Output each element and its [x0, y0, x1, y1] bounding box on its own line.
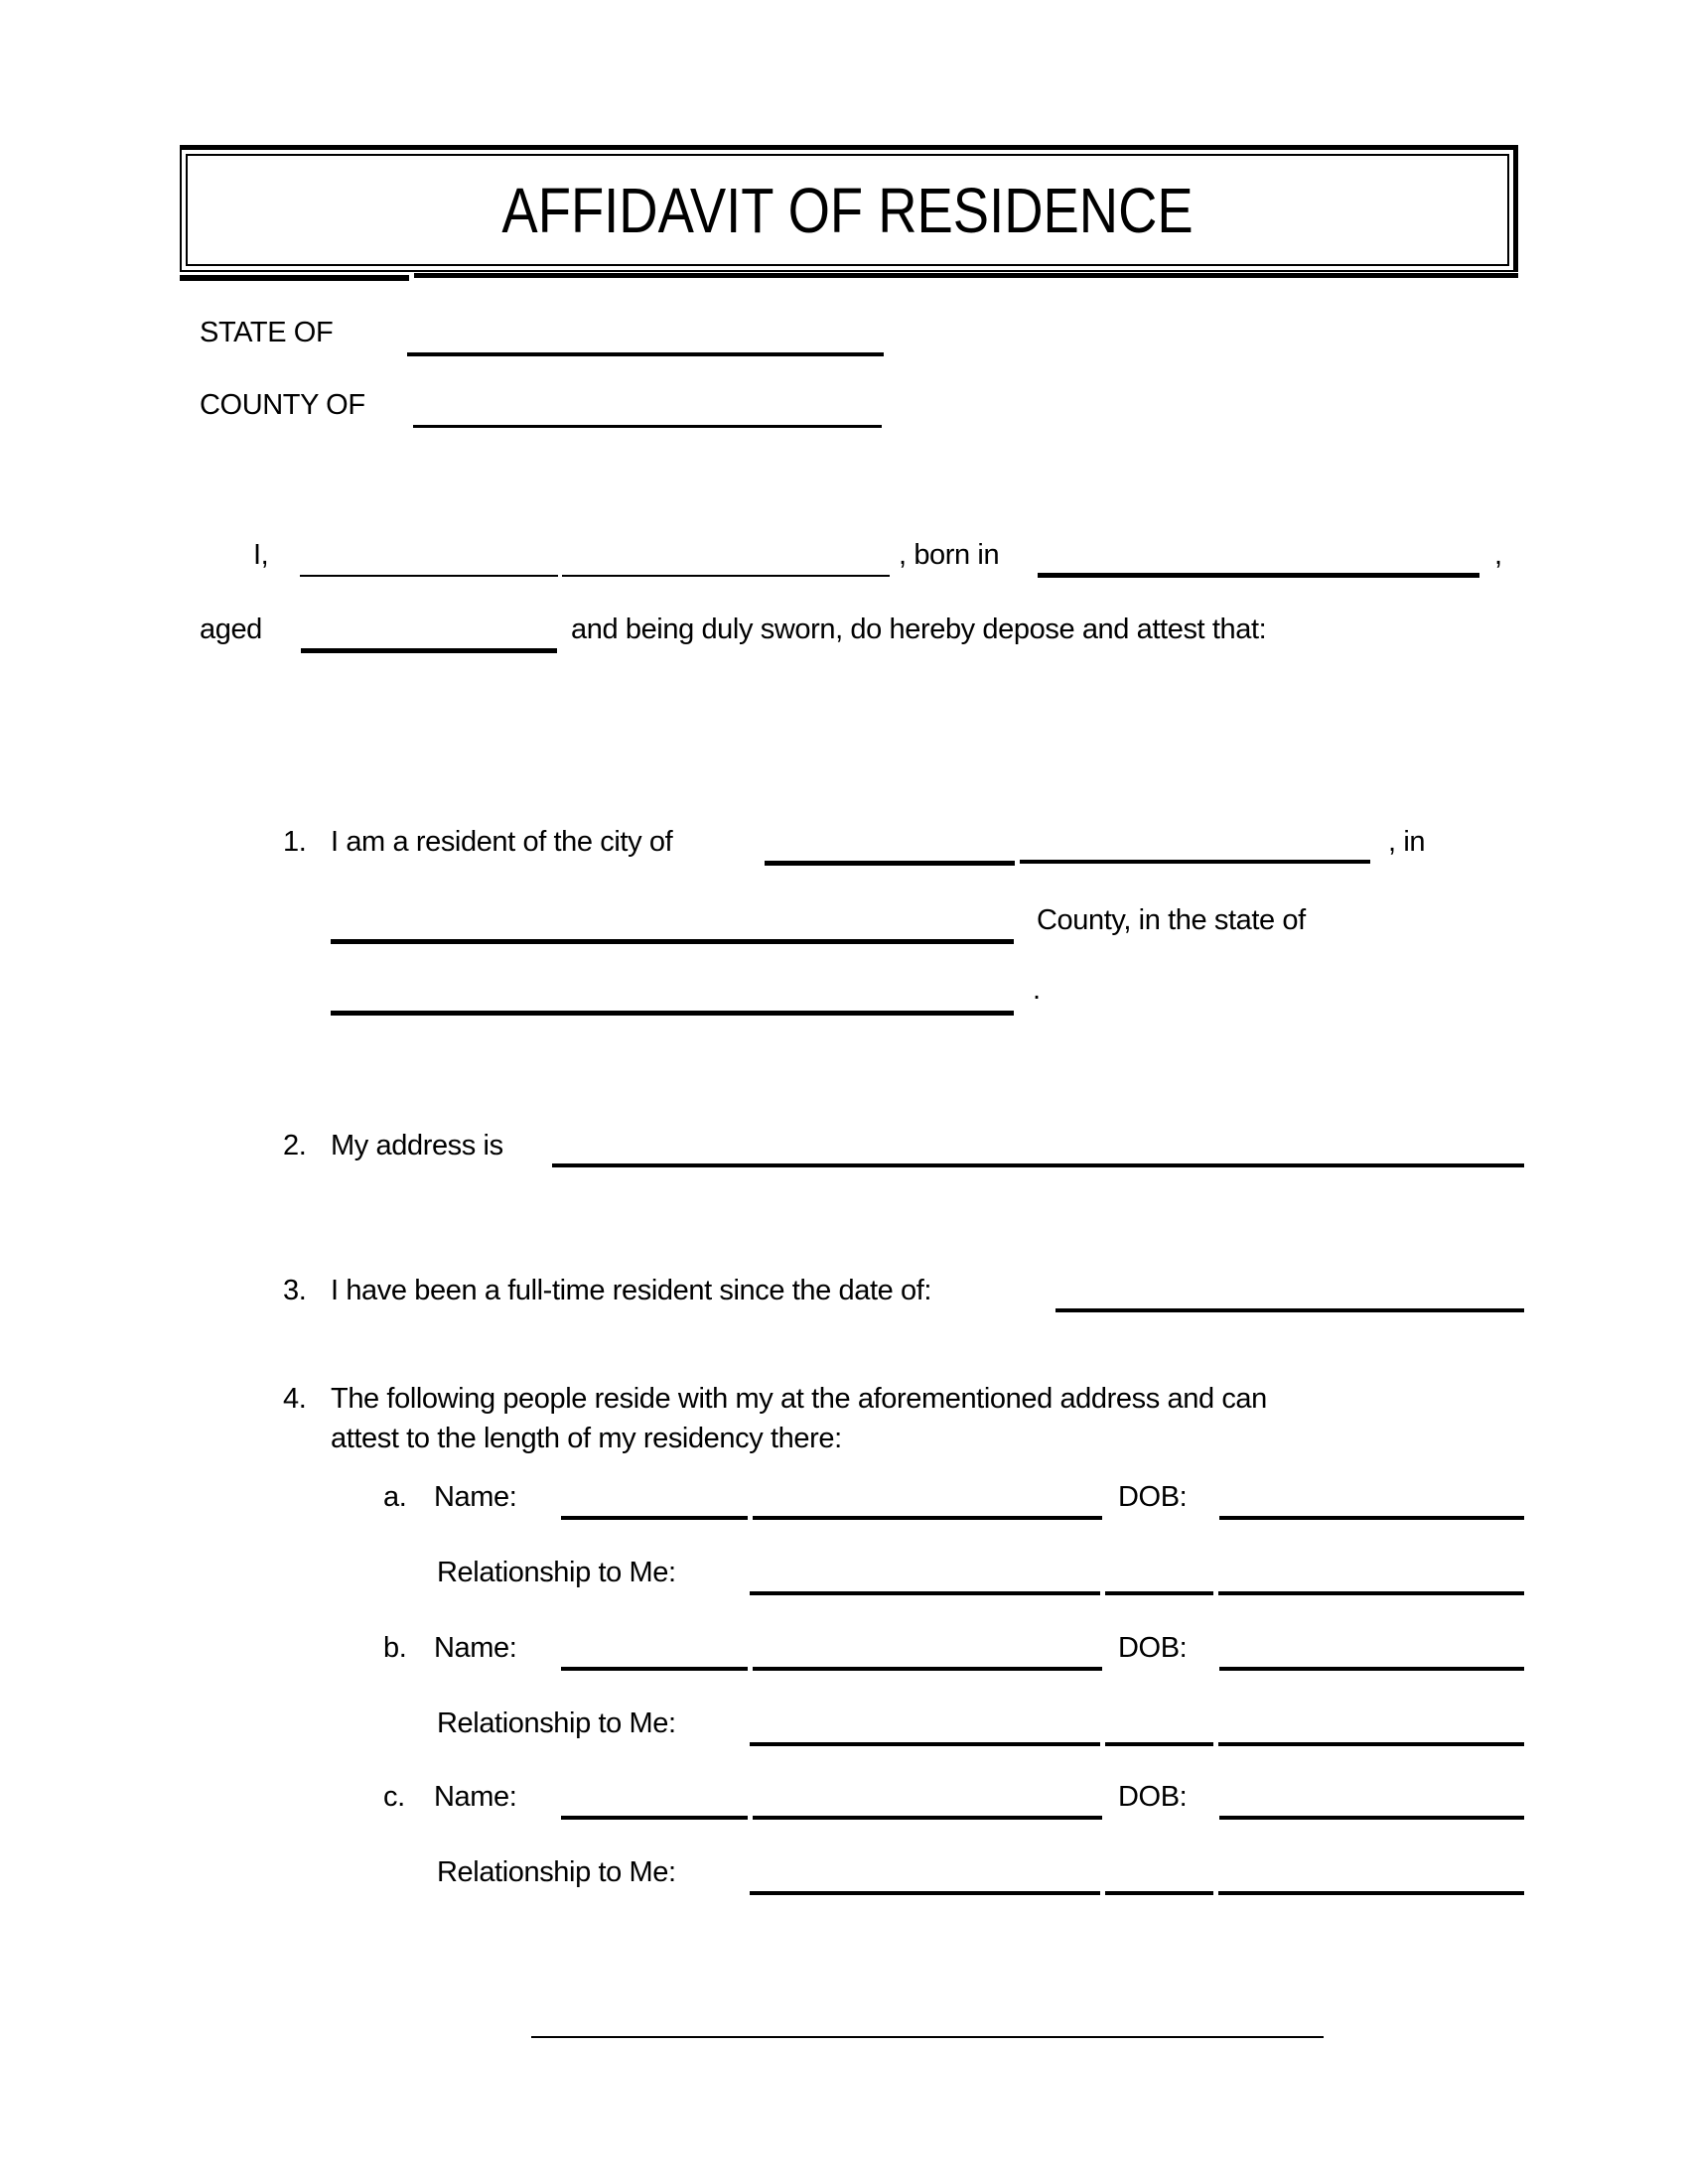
item1-number: 1. — [283, 826, 307, 858]
intro-i-label: I, — [253, 539, 269, 571]
relationship-line-seg2[interactable] — [1105, 1591, 1213, 1595]
resident-row-c — [0, 1780, 1688, 1909]
relationship-line-seg3[interactable] — [1218, 1742, 1524, 1746]
address-line[interactable] — [552, 1163, 1524, 1167]
name-label: Name: — [434, 1481, 517, 1513]
affidavit-title-inner-border — [186, 154, 1509, 266]
city-line-seg2[interactable] — [1020, 860, 1370, 864]
relationship-line-seg1[interactable] — [750, 1891, 1100, 1895]
item1-in-suffix: , in — [1388, 826, 1426, 858]
item2-number: 2. — [283, 1130, 307, 1161]
item3-text: I have been a full-time resident since the date of: — [331, 1275, 932, 1306]
dob-line[interactable] — [1219, 1667, 1524, 1671]
item4-number: 4. — [283, 1383, 307, 1415]
relationship-label: Relationship to Me: — [437, 1557, 676, 1588]
item1-period: . — [1033, 974, 1041, 1006]
resident-letter: b. — [383, 1632, 407, 1664]
signature-line[interactable] — [531, 2036, 1324, 2038]
city-line-seg1[interactable] — [765, 861, 1015, 866]
item4-text-line2: attest to the length of my residency there: — [331, 1423, 842, 1454]
age-line[interactable] — [301, 648, 557, 653]
title-box-shadow-right — [414, 273, 1518, 278]
residency-date-line[interactable] — [1055, 1308, 1524, 1312]
relationship-line-seg3[interactable] — [1218, 1591, 1524, 1595]
affiant-name-line-seg2[interactable] — [562, 575, 890, 577]
state-blank-line[interactable] — [407, 352, 884, 356]
relationship-line-seg2[interactable] — [1105, 1891, 1213, 1895]
dob-label: DOB: — [1118, 1481, 1188, 1513]
title-box-shadow-left — [180, 275, 409, 281]
name-line-seg1[interactable] — [561, 1516, 748, 1520]
name-line-seg2[interactable] — [753, 1516, 1102, 1520]
relationship-line-seg1[interactable] — [750, 1591, 1100, 1595]
resident-row-b — [0, 1631, 1688, 1760]
name-label: Name: — [434, 1781, 517, 1813]
page-title: AFFIDAVIT OF RESIDENCE — [501, 174, 1194, 246]
dob-label: DOB: — [1118, 1632, 1188, 1664]
county-name-line[interactable] — [331, 939, 1014, 944]
relationship-line-seg3[interactable] — [1218, 1891, 1524, 1895]
item1-county-suffix: County, in the state of — [1037, 904, 1306, 936]
aged-label: aged — [200, 614, 262, 645]
intro-trailing-comma: , — [1494, 539, 1502, 571]
resident-letter: c. — [383, 1781, 405, 1813]
item3-number: 3. — [283, 1275, 307, 1306]
dob-line[interactable] — [1219, 1816, 1524, 1820]
name-line-seg2[interactable] — [753, 1667, 1102, 1671]
resident-letter: a. — [383, 1481, 407, 1513]
dob-label: DOB: — [1118, 1781, 1188, 1813]
resident-row-a — [0, 1480, 1688, 1609]
item2-text: My address is — [331, 1130, 503, 1161]
item4-text-line1: The following people reside with my at the aforementioned address and can — [331, 1383, 1267, 1415]
relationship-label: Relationship to Me: — [437, 1707, 676, 1739]
relationship-line-seg1[interactable] — [750, 1742, 1100, 1746]
birthplace-line[interactable] — [1038, 573, 1479, 578]
county-of-label: COUNTY OF — [200, 389, 365, 421]
name-line-seg2[interactable] — [753, 1816, 1102, 1820]
born-in-label: , born in — [899, 539, 1000, 571]
county-blank-line[interactable] — [413, 425, 882, 428]
state-name-line[interactable] — [331, 1011, 1014, 1016]
name-line-seg1[interactable] — [561, 1667, 748, 1671]
item1-text: I am a resident of the city of — [331, 826, 673, 858]
relationship-label: Relationship to Me: — [437, 1856, 676, 1888]
affidavit-title-box — [180, 145, 1518, 272]
name-label: Name: — [434, 1632, 517, 1664]
state-of-label: STATE OF — [200, 317, 334, 348]
attest-text: and being duly sworn, do hereby depose and attest that: — [571, 614, 1267, 645]
dob-line[interactable] — [1219, 1516, 1524, 1520]
name-line-seg1[interactable] — [561, 1816, 748, 1820]
relationship-line-seg2[interactable] — [1105, 1742, 1213, 1746]
affiant-name-line-seg1[interactable] — [300, 575, 558, 577]
